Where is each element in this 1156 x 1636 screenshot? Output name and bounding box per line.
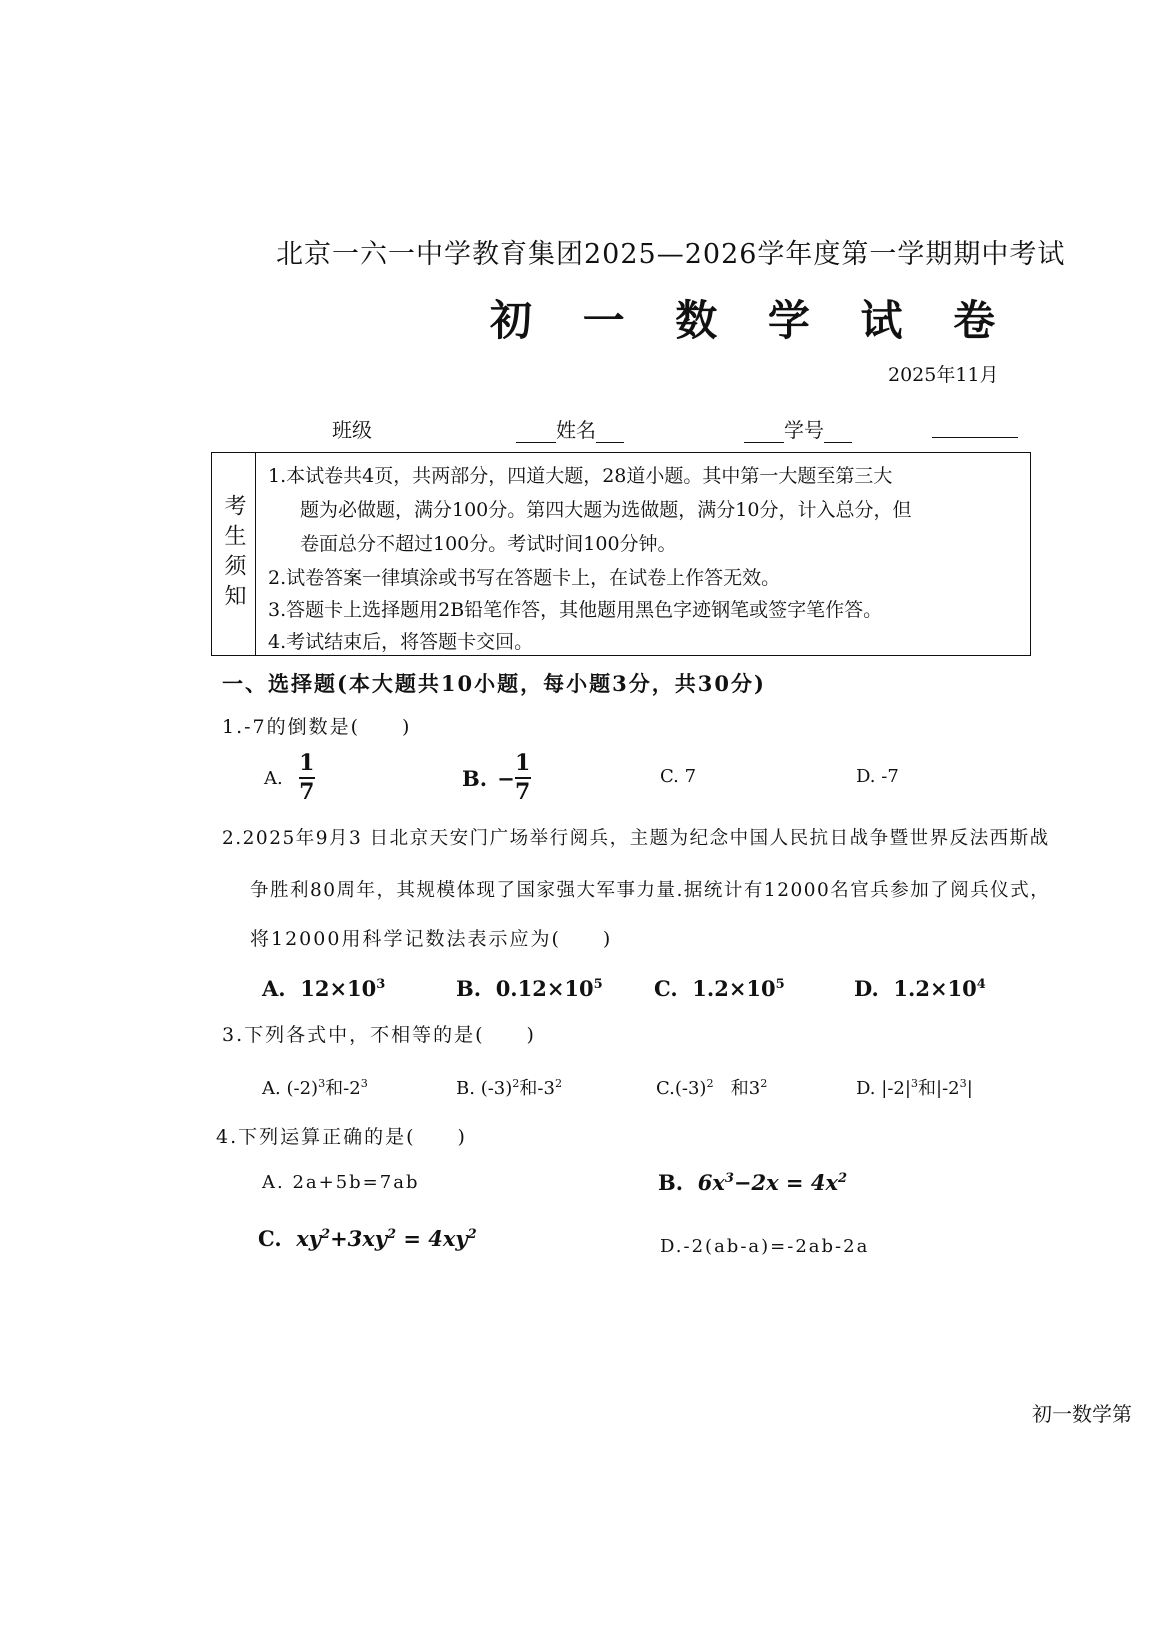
option-b-label: B.	[456, 1078, 475, 1099]
exp-2: 2	[837, 1171, 848, 1186]
name-field	[516, 414, 624, 443]
name-blank-after	[596, 422, 624, 443]
option-a-base: 12×10	[300, 976, 377, 1001]
question-2-option-c	[654, 976, 785, 1001]
question-3-option-c	[656, 1074, 767, 1100]
id-label: 学号	[784, 418, 824, 442]
question-4-option-d: D.-2(ab-a)=-2ab-2a	[660, 1236, 870, 1257]
option-a-mid: 和-2	[325, 1078, 361, 1099]
option-c-part1: (-3)	[674, 1078, 707, 1099]
option-d-exp2: 3	[959, 1077, 967, 1090]
question-2-option-d	[854, 976, 986, 1001]
exp-2: 2	[387, 1227, 397, 1242]
name-blank-before	[516, 422, 556, 443]
extra-blank-field	[932, 414, 1018, 438]
page-footer: 初一数学第	[1032, 1402, 1132, 1426]
option-b-label: B.	[462, 765, 488, 791]
option-b-part1: (-3)	[480, 1078, 513, 1099]
option-d-mid: 和|-2	[918, 1078, 960, 1099]
fraction	[299, 752, 315, 804]
exp-1: 2	[321, 1227, 331, 1242]
option-c-base: 1.2×10	[692, 976, 776, 1001]
denominator: 7	[515, 779, 531, 806]
option-c-exp1: 2	[706, 1077, 714, 1090]
option-a-part1: (-2)	[286, 1078, 319, 1099]
option-b-label: B.	[456, 976, 482, 1001]
notice-item-2: 2.试卷答案一律填涂或书写在答题卡上，在试卷上作答无效。	[268, 567, 781, 589]
option-b-exp1: 2	[512, 1077, 520, 1090]
question-1-option-b	[462, 752, 531, 804]
question-2-option-b	[456, 976, 603, 1001]
option-a-exponent: 3	[376, 977, 386, 992]
option-b-mid: 和-3	[519, 1078, 555, 1099]
name-label: 姓名	[556, 418, 596, 442]
question-3-option-b	[456, 1074, 562, 1100]
notice-item-3: 3.答题卡上选择题用2B铅笔作答，其他题用黑色字迹钢笔或签字笔作答。	[268, 599, 883, 621]
term-1: xy	[296, 1226, 322, 1251]
option-d-exp1: 3	[910, 1077, 919, 1090]
exam-header-school: 北京一六一中学教育集团2025—2026学年度第一学期期中考试	[276, 239, 1066, 270]
question-1-option-d: D. -7	[856, 766, 899, 787]
term-3: = 4xy	[396, 1226, 468, 1251]
question-3-stem: 3.下列各式中，不相等的是( )	[222, 1024, 536, 1046]
term-2: +3xy	[330, 1226, 388, 1251]
id-field	[744, 414, 852, 443]
notice-item-1-line-2: 题为必做题，满分100分。第四大题为选做题，满分10分，计入总分，但	[300, 499, 912, 521]
option-b-base: 0.12×10	[495, 976, 594, 1001]
option-c-label: C.	[258, 1226, 282, 1251]
option-a-label: A.	[264, 767, 283, 789]
exam-notice-box	[211, 452, 1031, 656]
term-2: −2x = 4x	[733, 1170, 838, 1195]
option-a-label: A.	[262, 976, 286, 1001]
notice-item-1-line-1: 1.本试卷共4页，共两部分，四道大题，28道小题。其中第一大题至第三大	[268, 465, 893, 487]
question-1-option-c: C. 7	[660, 766, 697, 787]
option-c-mid: 和3	[730, 1078, 761, 1099]
option-c-expression	[296, 1226, 476, 1251]
question-2-line-1: 2.2025年9月3 日北京天安门广场举行阅兵，主题为纪念中国人民抗日战争暨世界反法西斯战	[222, 828, 1050, 849]
question-4-stem: 4.下列运算正确的是( )	[216, 1126, 467, 1148]
option-c-exponent: 5	[775, 977, 785, 992]
denominator: 7	[299, 779, 315, 806]
numerator: 1	[299, 750, 315, 776]
notice-item-4: 4.考试结束后，将答题卡交回。	[268, 631, 534, 653]
option-a-exp1: 3	[318, 1077, 326, 1090]
option-b-exp2: 2	[554, 1077, 563, 1090]
question-4-option-b	[658, 1170, 847, 1195]
question-4-option-a: A. 2a+5b=7ab	[262, 1172, 420, 1193]
exam-date: 2025年11月	[888, 364, 999, 386]
option-b-expression	[698, 1170, 847, 1195]
question-4-option-c	[258, 1226, 477, 1251]
option-b-label: B.	[658, 1170, 684, 1195]
question-2-option-a	[262, 976, 385, 1001]
option-d-base: 1.2×10	[893, 976, 977, 1001]
option-a-exp2: 3	[360, 1077, 368, 1090]
option-d-exponent: 4	[976, 977, 986, 992]
option-d-end: |	[966, 1078, 973, 1099]
extra-blank	[932, 417, 1018, 438]
question-3-option-a	[262, 1074, 368, 1100]
notice-label-cell	[212, 453, 256, 655]
exp-3: 2	[467, 1227, 477, 1242]
question-1-option-a	[264, 752, 315, 804]
option-d-label: D.	[856, 1078, 876, 1099]
option-b-exponent: 5	[593, 977, 603, 992]
option-a-label: A.	[262, 1078, 281, 1099]
option-d-part1: |-2|	[881, 1078, 911, 1099]
notice-label: 考生须知	[221, 494, 246, 614]
fraction	[515, 752, 531, 804]
question-1-stem: 1.-7的倒数是( )	[222, 716, 412, 738]
id-blank-after	[824, 422, 852, 443]
minus-sign: −	[497, 765, 515, 791]
numerator: 1	[515, 750, 531, 776]
option-c-exp2: 2	[760, 1077, 768, 1090]
notice-item-1-line-3: 卷面总分不超过100分。考试时间100分钟。	[300, 533, 677, 555]
exam-title: 初 一 数 学 试 卷	[490, 296, 1014, 345]
question-2-line-3: 将12000用科学记数法表示应为( )	[250, 928, 613, 950]
option-c-label: C.	[656, 1078, 675, 1099]
class-label: 班级	[332, 418, 372, 442]
section-heading: 一、选择题(本大题共10小题，每小题3分，共30分)	[222, 671, 766, 696]
exp-1: 3	[724, 1171, 734, 1186]
question-3-option-d	[856, 1074, 973, 1100]
term-1: 6x	[697, 1170, 725, 1195]
option-d-label: D.	[854, 976, 879, 1001]
option-c-label: C.	[654, 976, 678, 1001]
id-blank-before	[744, 422, 784, 443]
question-2-line-2: 争胜利80周年，其规模体现了国家强大军事力量.据统计有12000名官兵参加了阅兵仪式，	[250, 880, 1051, 901]
